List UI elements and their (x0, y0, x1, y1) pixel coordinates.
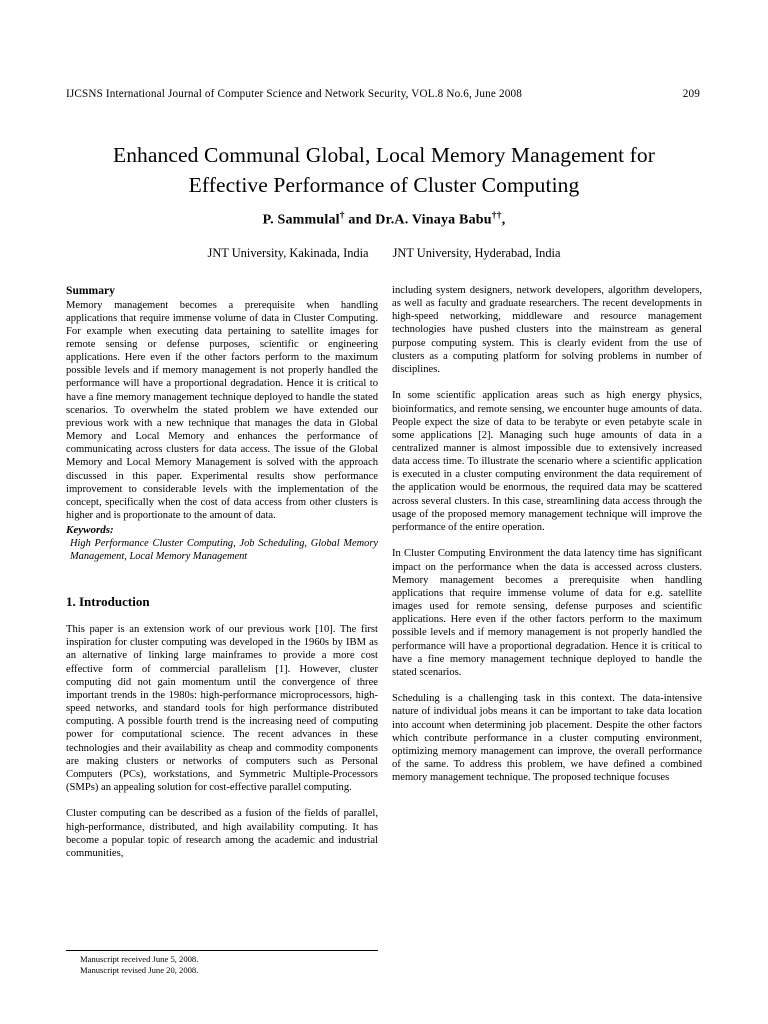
page-number: 209 (682, 88, 700, 100)
intro-paragraph-5: In Cluster Computing Environment the data latency time has significant impact on the performance when the data is accessed across clusters. Memory management becomes a prerequisite when handling applications that require immense volume of data for e.g. satellite images used for remote sensing, defense purposes and scientific applications. Here even if the other factors perform to the maximum possible levels and if memory management is not properly handled the performance will have a proportional degradation. Hence it is critical to have a fine memory management technique deployed to handle the stated scenarios. (392, 548, 702, 678)
summary-paragraph: Memory management becomes a prerequisite when handling applications that require immense volume of data in Cluster Computing. For example when executing data pertaining to satellite images for remote sensing or defense purposes, scientific or engineering applications. Here even if the other factors perform to the maximum possible levels and if memory management is not properly handled the performance will have a proportional degradation. Hence it is critical to have a fine memory management technique deployed to handle the stated scenarios. To overwhelm the stated problem we have extended our previous work with a new technique that manages the data in Global Memory and Local Memory and enhances the performance of communicating across clusters for data access. The issue of the Global Memory and Local Memory Management is solved with the approach discussed in this paper. Experimental results show performance improvement to considerable levels with the implementation of the concept, specifically when the cost of data access from other clusters is higher and is proportionate to the amount of data. (66, 299, 378, 521)
intro-paragraph-2: Cluster computing can be described as a fusion of the fields of parallel, high-performance, distributed, and high availability computing. It has become a popular topic of research among the academic and industrial communities, (66, 808, 378, 859)
author-list (66, 211, 702, 229)
author-conjunction: and (344, 212, 376, 228)
running-header (66, 88, 702, 100)
intro-paragraph-6: Scheduling is a challenging task in this context. The data-intensive nature of individual jobs means it can be important to take data location into account when determining job placement. Despite the other factors which contribute performance in a cluster computing environment, optimizing memory management can improve, the overall performance of the same. To address this problem, we have defined a combined memory management technique. The proposed technique focuses (392, 693, 702, 784)
column-right (392, 284, 702, 798)
intro-paragraph-4: In some scientific application areas such as high energy physics, bioinformatics, and remote sensing, we encounter huge amounts of data. People expect the size of data to be terabyte or even petabyte scale in some applications [2]. Managing such huge amounts of data in a centralized manner is almost impossible due to extensively increased data access time. To illustrate the scenario where a scientific application is executed in a cluster computing environment the data requirement of the application would be enormous, the required data may be scattered across several clusters. In this case, streamlining data access through the usage of the proposed memory management technique will improve the performance of the entire operation. (392, 390, 702, 533)
intro-paragraph-1: This paper is an extension work of our previous work [10]. The first inspiration for cluster computing was developed in the 1960s by IBM as an alternative of linking large mainframes to provide a more cost effective form of commercial parallelism [1]. However, cluster computing did not gain momentum until the convergence of three important trends in the 1980s: high-performance microprocessors, high-speed networks, and standard tools for high performance distributed computing. A possible fourth trend is the increasing need of computing power for computational science. The recent advances in these technologies and their availability as cheap and commodity components are making clusters or networks of computers such as Personal Computers (PCs), workstations, and Symmetric Multiple-Processors (SMPs) an appealing solution for cost-effective parallel computing. (66, 624, 378, 794)
footnote-block (66, 950, 378, 977)
keywords-heading: Keywords: (66, 524, 114, 537)
page-title (66, 140, 702, 200)
footnote-received-date: Manuscript received June 5, 2008. (80, 954, 199, 964)
footnote-revised-date: Manuscript revised June 20, 2008. (80, 965, 199, 976)
footnote-separator-rule (66, 950, 378, 951)
intro-paragraph-3: including system designers, network developers, algorithm developers, as well as faculty and graduate researchers. The recent developments in high-speed networking, middleware and resource management technologies have pushed clusters into the mainstream as general purpose computing system. This is clearly evident from the use of clusters as a computing platform for solving problems in number of disciplines. (392, 285, 702, 375)
title-line-2: Effective Performance of Cluster Computing (188, 173, 580, 197)
affiliation-list (66, 246, 702, 261)
journal-citation: IJCSNS International Journal of Computer Science and Network Security, VOL.8 No.6, June 2008 (66, 88, 522, 100)
column-left (66, 284, 378, 873)
author-name-1: P. Sammulal (262, 212, 340, 228)
affiliation-1: JNT University, Kakinada, India (207, 246, 369, 260)
title-line-1: Enhanced Communal Global, Local Memory Management for (112, 143, 656, 167)
summary-heading: Summary (66, 284, 115, 297)
affiliation-2: JNT University, Hyderabad, India (392, 246, 561, 260)
author-name-2: Dr.A. Vinaya Babu (375, 212, 492, 228)
author-2-affiliation-mark: †† (491, 211, 502, 221)
section-heading-introduction: 1. Introduction (66, 594, 150, 610)
keywords-text: High Performance Cluster Computing, Job Scheduling, Global Memory Management, Local Memory Management (70, 538, 378, 563)
author-list-trailing-comma: , (501, 212, 506, 228)
author-1-affiliation-mark: † (339, 211, 345, 221)
